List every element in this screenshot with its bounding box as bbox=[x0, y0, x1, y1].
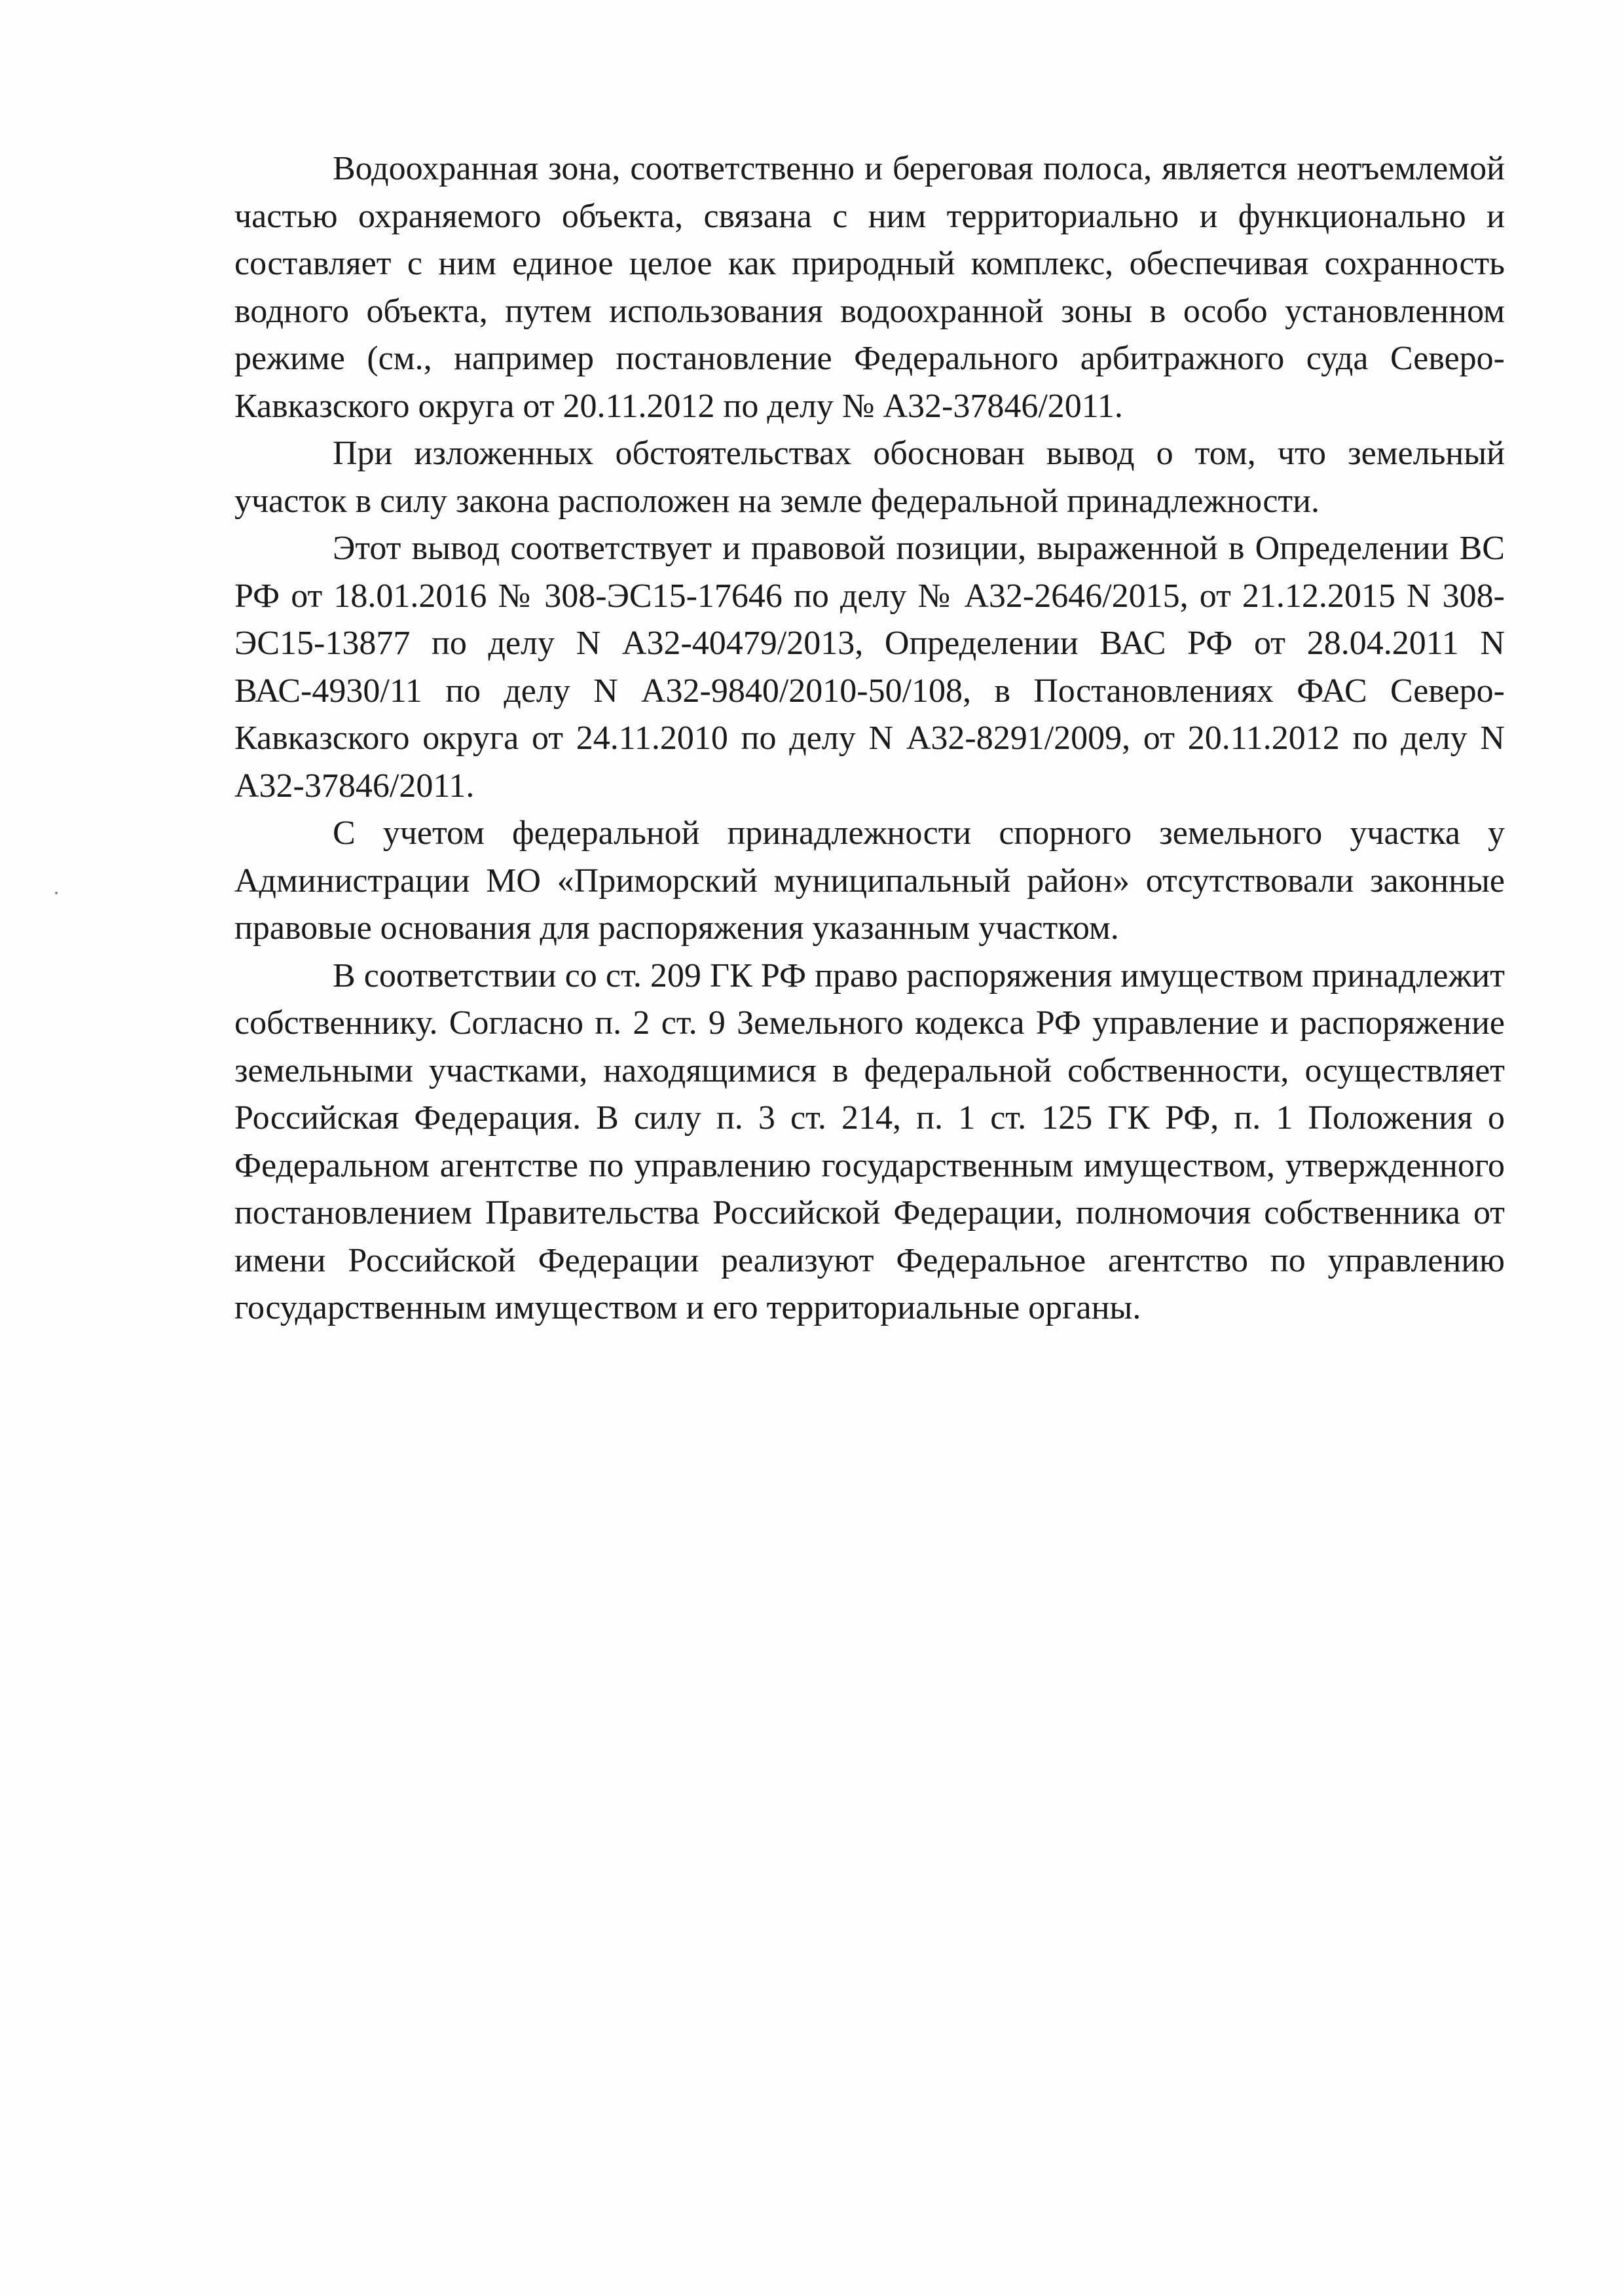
paragraph-federal-ownership-conclusion: При изложенных обстоятельствах обоснован вывод о том, что земельный участок в силу закона расположен на земле федеральной принадлежности. bbox=[234, 435, 1505, 520]
paragraph-court-precedents: Этот вывод соответствует и правовой позиции, выраженной в Определении ВС РФ от 18.01.2016 № 308-ЭС15-17646 по делу № А32-2646/2015, от 21.12.2015 N 308-ЭС15-13877 по делу N А32-40479/2013, Определении ВАС РФ от 28.04.2011 N ВАС-4930/11 по делу N А32-9840/2010-50/108, в Постановлениях ФАС Северо-Кавказского округа от 24.11.2010 по делу N А32-8291/2009, от 20.11.2012 по делу N А32-37846/2011. bbox=[234, 530, 1505, 805]
document-body bbox=[234, 145, 1505, 1332]
paragraph-disposal-rights: В соответствии со ст. 209 ГК РФ право распоряжения имуществом принадлежит собственнику. Согласно п. 2 ст. 9 Земельного кодекса РФ управление и распоряжение земельными участками, находящимися в федеральной собственности, осуществляет Российская Федерация. В силу п. 3 ст. 214, п. 1 ст. 125 ГК РФ, п. 1 Положения о Федеральном агентстве по управлению государственным имуществом, утвержденного постановлением Правительства Российской Федерации, полномочия собственника от имени Российской Федерации реализуют Федеральное агентство по управлению государственным имуществом и его территориальные органы. bbox=[234, 957, 1505, 1326]
paragraph-administration-authority: С учетом федеральной принадлежности спорного земельного участка у Администрации МО «Приморский муниципальный район» отсутствовали законные правовые основания для распоряжения указанным участком. bbox=[234, 814, 1505, 947]
paragraph-water-protection-zone: Водоохранная зона, соответственно и береговая полоса, является неотъемлемой частью охраняемого объекта, связана с ним территориально и функционально и составляет с ним единое целое как природный комплекс, обеспечивая сохранность водного объекта, путем использования водоохранной зоны в особо установленном режиме (см., например постановление Федерального арбитражного суда Северо-Кавказского округа от 20.11.2012 по делу № А32-37846/2011. bbox=[234, 150, 1505, 425]
scan-speck bbox=[55, 892, 58, 894]
